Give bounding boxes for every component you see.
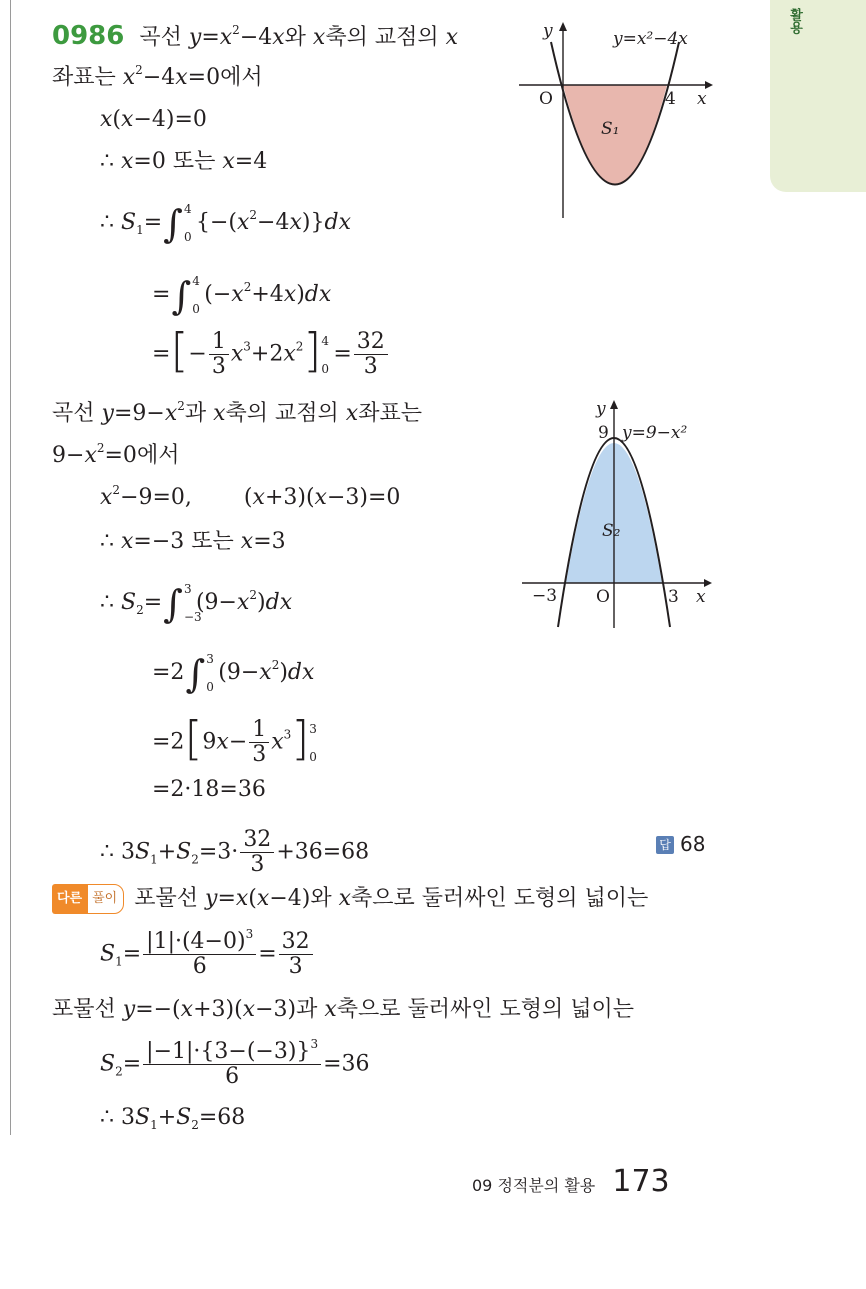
- alt-s2-formula: $S_2=$ $\frac{|-1|\cdot\{3-(-3)\}^3}{6}$ =36: [100, 1037, 370, 1089]
- chapter-title: 09 정적분의 활용: [472, 1176, 596, 1195]
- graph1-equation: y=x²−4x: [613, 29, 688, 49]
- graph-parabola-2: [518, 398, 718, 630]
- alt-line-1: 다른 풀이 포물선 y=x(x−4)와 x축으로 둘러싸인 도형의 넓이는: [52, 884, 648, 914]
- mid-line-1: 곡선 $y=9-x^2$과 x축의 교점의 x좌표는: [52, 399, 422, 426]
- alt-tag-solution: 풀이: [87, 884, 124, 914]
- eq-s2-integral: ∴ $S_2=\int$ 3 −3 $(9-x^2)dx$: [100, 582, 293, 626]
- graph2-tick-neg3: −3: [532, 586, 558, 606]
- eq-s2-symmetric: =2∫ 3 0 $(9-x^2)dx$: [152, 652, 315, 696]
- graph2-origin: O: [596, 587, 610, 607]
- answer-value: 68: [680, 832, 706, 856]
- side-tab-label: 활용: [787, 8, 802, 34]
- graph2-x-label: x: [696, 587, 706, 607]
- graph2-tick-9: 9: [598, 423, 609, 443]
- graph2-y-label: y: [596, 399, 606, 419]
- alt-tag-other: 다른: [52, 884, 87, 914]
- graph1-s1-label: S₁: [601, 119, 620, 139]
- eq-factor-1: x(x−4)=0: [100, 107, 207, 132]
- eq-s2-result: =2·18=36: [152, 777, 266, 802]
- eq-s1-integral: ∴ $S_1=\int$ 4 0 $\{-(x^2-4x)\}dx$: [100, 202, 351, 246]
- graph2-s2-label: S₂: [602, 521, 621, 541]
- eq-factor-2: $x^2-9=0$, (x+3)(x−3)=0: [100, 483, 401, 510]
- alt-line-2: 포물선 y=−(x+3)(x−3)과 x축으로 둘러싸인 도형의 넓이는: [52, 997, 635, 1022]
- page-number: 173: [612, 1164, 670, 1199]
- eq-roots-2: ∴ x=−3 또는 x=3: [100, 529, 286, 554]
- alt-final: ∴ $3S_1+S_2=68$: [100, 1105, 246, 1132]
- graph1-x-label: x: [697, 89, 707, 109]
- left-margin-rule: [10, 0, 11, 1135]
- problem-number: 0986: [52, 21, 125, 51]
- eq-s2-antiderivative: =2[9x− $\frac{1}{3}$ $x^3$] 3 0: [152, 711, 317, 767]
- alt-s1-formula: $S_1=$ $\frac{|1|\cdot(4-0)^3}{6}$ = $\frac{32}{3}$: [100, 930, 315, 979]
- answer-mark: 답: [656, 836, 674, 854]
- answer: [656, 832, 705, 856]
- graph1-origin: O: [539, 89, 553, 109]
- eq-roots-1: ∴ x=0 또는 x=4: [100, 149, 268, 174]
- problem-line-2: 좌표는 $x^2-4x=0$에서: [52, 63, 263, 90]
- mid-line-2: $9-x^2=0$에서: [52, 441, 180, 468]
- graph1-y-label: y: [543, 21, 553, 41]
- graph2-equation: y=9−x²: [622, 423, 688, 443]
- graph1-tick-4: 4: [665, 89, 676, 109]
- page-footer: [472, 1164, 670, 1199]
- eq-final: ∴ $3S_1+S_2=3\cdot$ $\frac{32}{3}$ +36=68: [100, 827, 370, 877]
- graph2-tick-3: 3: [668, 587, 679, 607]
- eq-s1-result: =[− $\frac{1}{3}$ $x^3+2x^2$] 4 0 = $\frac{32}{3}$: [152, 330, 390, 379]
- eq-s1-simplified: =∫ 4 0 $(-x^2+4x)dx$: [152, 274, 332, 318]
- problem-line-1: 0986 곡선 $y=x^2-4x$와 x축의 교점의 x: [52, 21, 459, 51]
- graph-parabola-1: [515, 20, 720, 220]
